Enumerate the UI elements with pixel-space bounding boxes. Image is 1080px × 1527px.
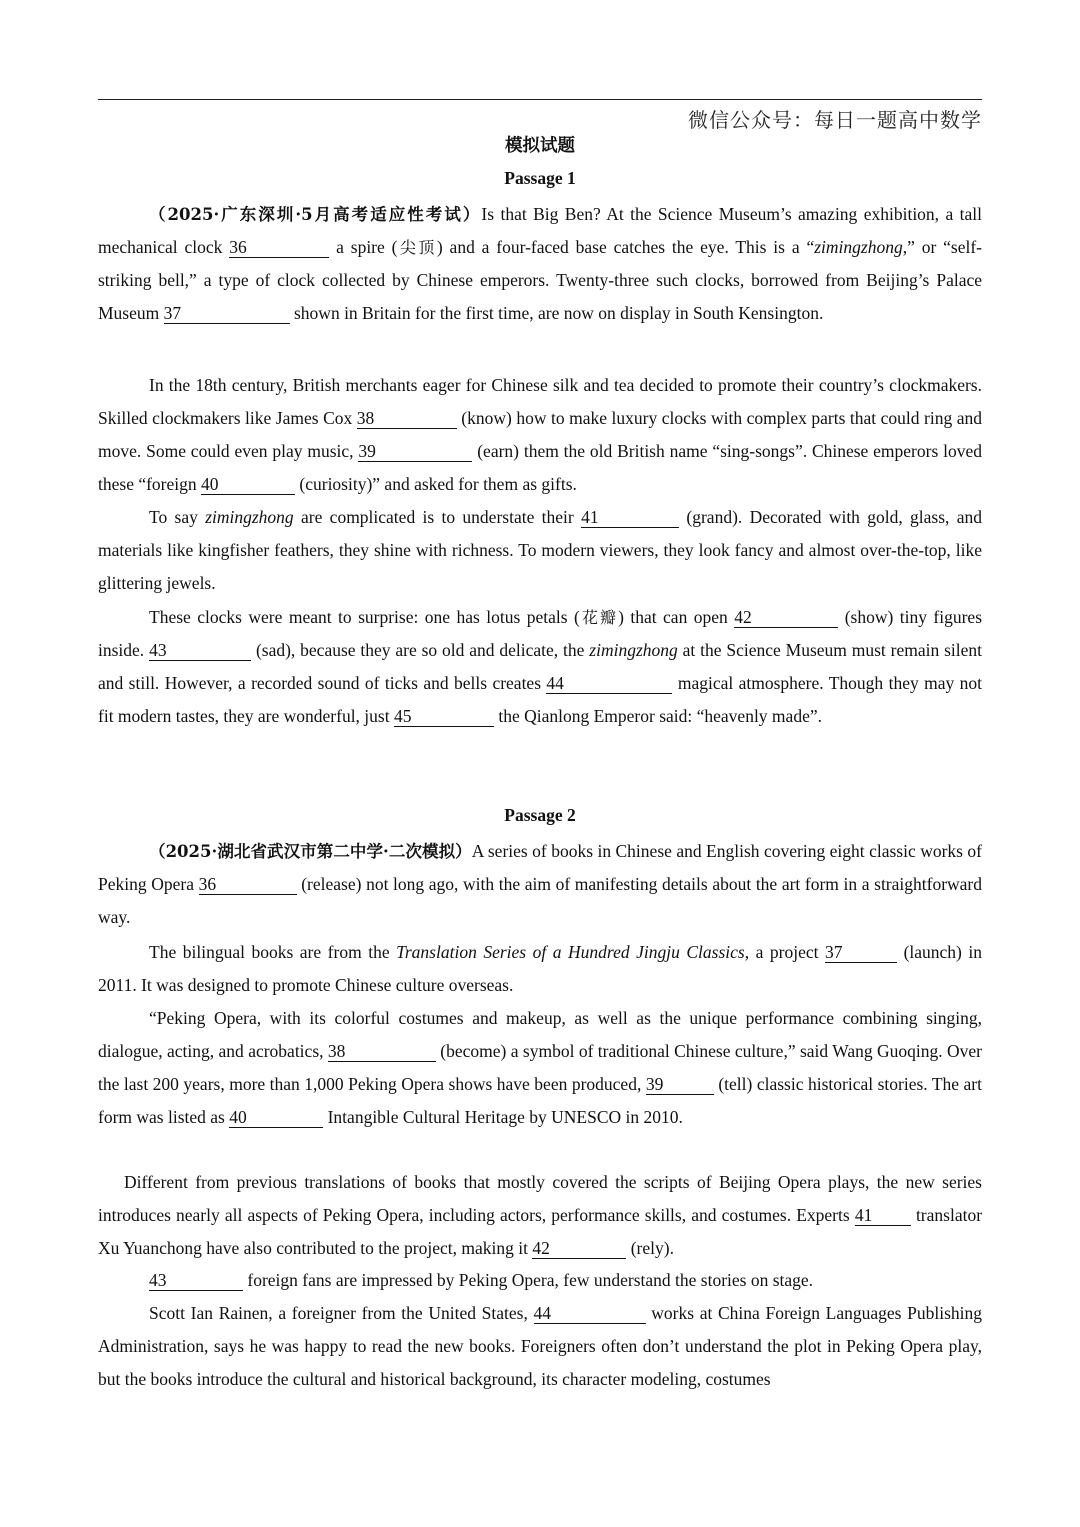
passage2-paragraph-6: Scott Ian Rainen, a foreigner from the United States, 44 works at China Foreign Languages Publishing Administration, says he was happy to read the new books. Foreigners often don’t understand the plot in Peking Opera play, but the books introduce the cultural and historical background, its character modeling, costumes bbox=[98, 1303, 982, 1389]
blank-p2-44[interactable]: 44 bbox=[534, 1303, 646, 1324]
passage2-paragraph-2: The bilingual books are from the Translation Series of a Hundred Jingju Classics, a project 37 (launch) in 2011. It was designed to promote Chinese culture overseas. bbox=[98, 942, 983, 995]
blank-p2-36[interactable]: 36 bbox=[199, 874, 297, 895]
blank-41[interactable]: 41 bbox=[581, 507, 679, 528]
passage1-paragraph-3: To say zimingzhong are complicated is to understate their 41 (grand). Decorated with gold, glass, and materials like kingfisher feathers, they shine with richness. To modern viewers, they look fancy and almost over-the-top, like glittering jewels. bbox=[98, 507, 983, 593]
passage1-source: （2025·广东深圳·5月高考适应性考试） bbox=[149, 205, 482, 224]
blank-p2-43[interactable]: 43 bbox=[149, 1270, 243, 1291]
blank-45[interactable]: 45 bbox=[394, 706, 494, 727]
blank-43[interactable]: 43 bbox=[149, 640, 251, 661]
passage1-title: Passage 1 bbox=[504, 168, 576, 188]
blank-40[interactable]: 40 bbox=[201, 474, 295, 495]
blank-39[interactable]: 39 bbox=[358, 441, 472, 462]
blank-37[interactable]: 37 bbox=[164, 303, 290, 324]
blank-p2-39[interactable]: 39 bbox=[646, 1074, 714, 1095]
passage1-paragraph-4: These clocks were meant to surprise: one has lotus petals (花瓣) that can open 42 (show) tiny figures inside. 43 (sad), because they are so old and delicate, the zimingzhong at the Science Museum must remain silent and still. However, a recorded sound of ticks and bells creates 44 magical atmosphere. Though they may not fit modern tastes, they are wonderful, just 45 the Qianlong Emperor said: “heavenly made”. bbox=[98, 607, 983, 726]
blank-p2-40[interactable]: 40 bbox=[229, 1107, 323, 1128]
passage2-paragraph-4: Different from previous translations of books that mostly covered the scripts of Beijing Opera plays, the new series introduces nearly all aspects of Peking Opera, including actors, performance skills, and costumes. Experts 41 translator Xu Yuanchong have also contributed to the project, making it 42 (rely). bbox=[98, 1172, 983, 1258]
passage2-paragraph-5: 43 foreign fans are impressed by Peking Opera, few understand the stories on stage. bbox=[149, 1270, 814, 1290]
blank-44[interactable]: 44 bbox=[546, 673, 672, 694]
passage2-title: Passage 2 bbox=[504, 805, 576, 825]
passage1-paragraph-1: （2025·广东深圳·5月高考适应性考试）Is that Big Ben? At the Science Museum’s amazing exhibition, a tall mechanical clock 36 a spire (尖顶) and a four-faced base catches the eye. This is a “zimingzhong,” or “self-striking bell,” a type of clock collected by Chinese emperors. Twenty-three such clocks, borrowed from Beijing’s Palace Museum 37 shown in Britain for the first time, are now on display in South Kensington. bbox=[98, 204, 982, 323]
passage2-paragraph-1: （2025·湖北省武汉市第二中学·二次模拟）A series of books in Chinese and English covering eight classic works of Peking Opera 36 (release) not long ago, with the aim of manifesting details about the art form in a straightforward way. bbox=[98, 841, 983, 927]
blank-p2-42[interactable]: 42 bbox=[532, 1238, 626, 1259]
blank-p2-37[interactable]: 37 bbox=[825, 942, 897, 963]
passage2-paragraph-3: “Peking Opera, with its colorful costumes and makeup, as well as the unique performance combining singing, dialogue, acting, and acrobatics, 38 (become) a symbol of traditional Chinese culture,” said Wang Guoqing. Over the last 200 years, more than 1,000 Peking Opera shows have been produced, 39 (tell) classic historical stories. The art form was listed as 40 Intangible Cultural Heritage by UNESCO in 2010. bbox=[98, 1008, 983, 1127]
blank-42[interactable]: 42 bbox=[734, 607, 838, 628]
blank-p2-41[interactable]: 41 bbox=[855, 1205, 911, 1226]
section-title: 模拟试题 bbox=[505, 135, 575, 155]
blank-38[interactable]: 38 bbox=[357, 408, 457, 429]
header-rule bbox=[98, 99, 982, 100]
wechat-header: 微信公众号：每日一题高中数学 bbox=[688, 108, 982, 132]
blank-36[interactable]: 36 bbox=[229, 237, 329, 258]
blank-p2-38[interactable]: 38 bbox=[328, 1041, 436, 1062]
passage1-paragraph-2: In the 18th century, British merchants eager for Chinese silk and tea decided to promote their country’s clockmakers. Skilled clockmakers like James Cox 38 (know) how to make luxury clocks with complex parts that could ring and move. Some could even play music, 39 (earn) them the old British name “sing-songs”. Chinese emperors loved these “foreign 40 (curiosity)” and asked for them as gifts. bbox=[98, 375, 983, 494]
passage2-source: （2025·湖北省武汉市第二中学·二次模拟） bbox=[149, 842, 472, 861]
